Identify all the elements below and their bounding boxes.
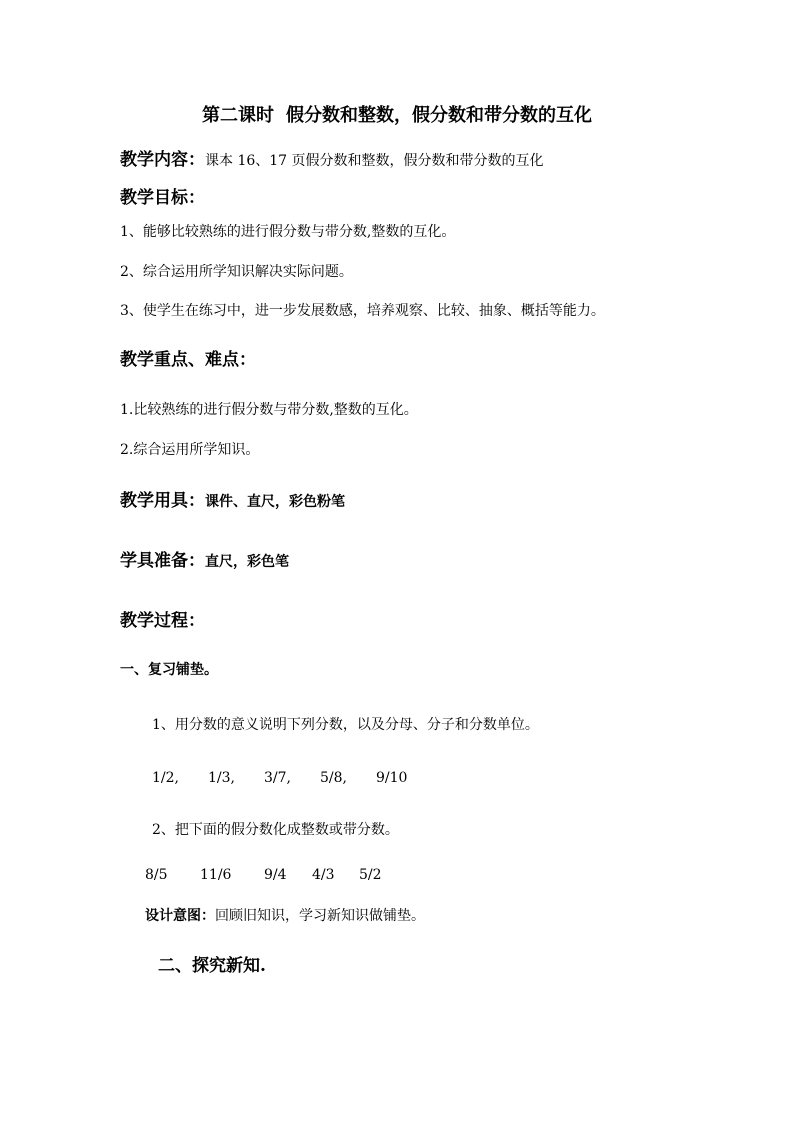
- design-text: 回顾旧知识，学习新知识做铺垫。: [215, 908, 425, 924]
- lesson-number: 第二课时: [202, 105, 274, 126]
- fraction-1-1: 1/2,: [152, 770, 179, 786]
- key-point-2: 2.综合运用所学知识。: [120, 442, 260, 458]
- goal-item-1: 1、能够比较熟练的进行假分数与带分数,整数的互化。: [120, 224, 456, 240]
- fraction-2-4: 4/3: [312, 867, 335, 883]
- prep-text: 直尺，彩色笔: [205, 554, 289, 570]
- goal-item-3: 3、使学生在练习中，进一步发展数感，培养观察、比较、抽象、概括等能力。: [120, 303, 605, 319]
- review-heading: 一、复习铺垫。: [120, 662, 218, 678]
- fraction-1-4: 5/8,: [320, 770, 347, 786]
- fraction-2-3: 9/4: [264, 867, 287, 883]
- page-title: [0, 107, 794, 125]
- review-question-1: 1、用分数的意义说明下列分数，以及分母、分子和分数单位。: [152, 717, 539, 733]
- tools-label: 教学用具：: [120, 491, 205, 511]
- goals-heading: 教学目标：: [120, 188, 205, 208]
- process-heading: 教学过程：: [120, 611, 205, 631]
- explore-heading: 二、探究新知.: [158, 956, 266, 976]
- design-label: 设计意图：: [145, 908, 215, 924]
- fraction-2-5: 5/2: [359, 867, 382, 883]
- key-point-1: 1.比较熟练的进行假分数与带分数,整数的互化。: [120, 402, 418, 418]
- fraction-2-1: 8/5: [145, 867, 168, 883]
- fraction-1-3: 3/7,: [264, 770, 291, 786]
- lesson-topic: 假分数和整数，假分数和带分数的互化: [286, 105, 592, 126]
- fraction-1-5: 9/10: [376, 770, 408, 786]
- content-line: [120, 152, 544, 169]
- design-line: [145, 907, 425, 923]
- fraction-1-2: 1/3,: [208, 770, 235, 786]
- tools-text: 课件、直尺，彩色粉笔: [205, 494, 345, 510]
- goal-item-2: 2、综合运用所学知识解决实际问题。: [120, 264, 353, 280]
- prep-line: [120, 553, 289, 570]
- content-text: 课本 16、17 页假分数和整数，假分数和带分数的互化: [205, 153, 544, 169]
- fraction-2-2: 11/6: [200, 867, 232, 883]
- prep-label: 学具准备：: [120, 551, 205, 571]
- review-question-2: 2、把下面的假分数化成整数或带分数。: [152, 822, 399, 838]
- tools-line: [120, 493, 345, 510]
- key-heading: 教学重点、难点：: [120, 350, 256, 370]
- content-label: 教学内容：: [120, 150, 205, 170]
